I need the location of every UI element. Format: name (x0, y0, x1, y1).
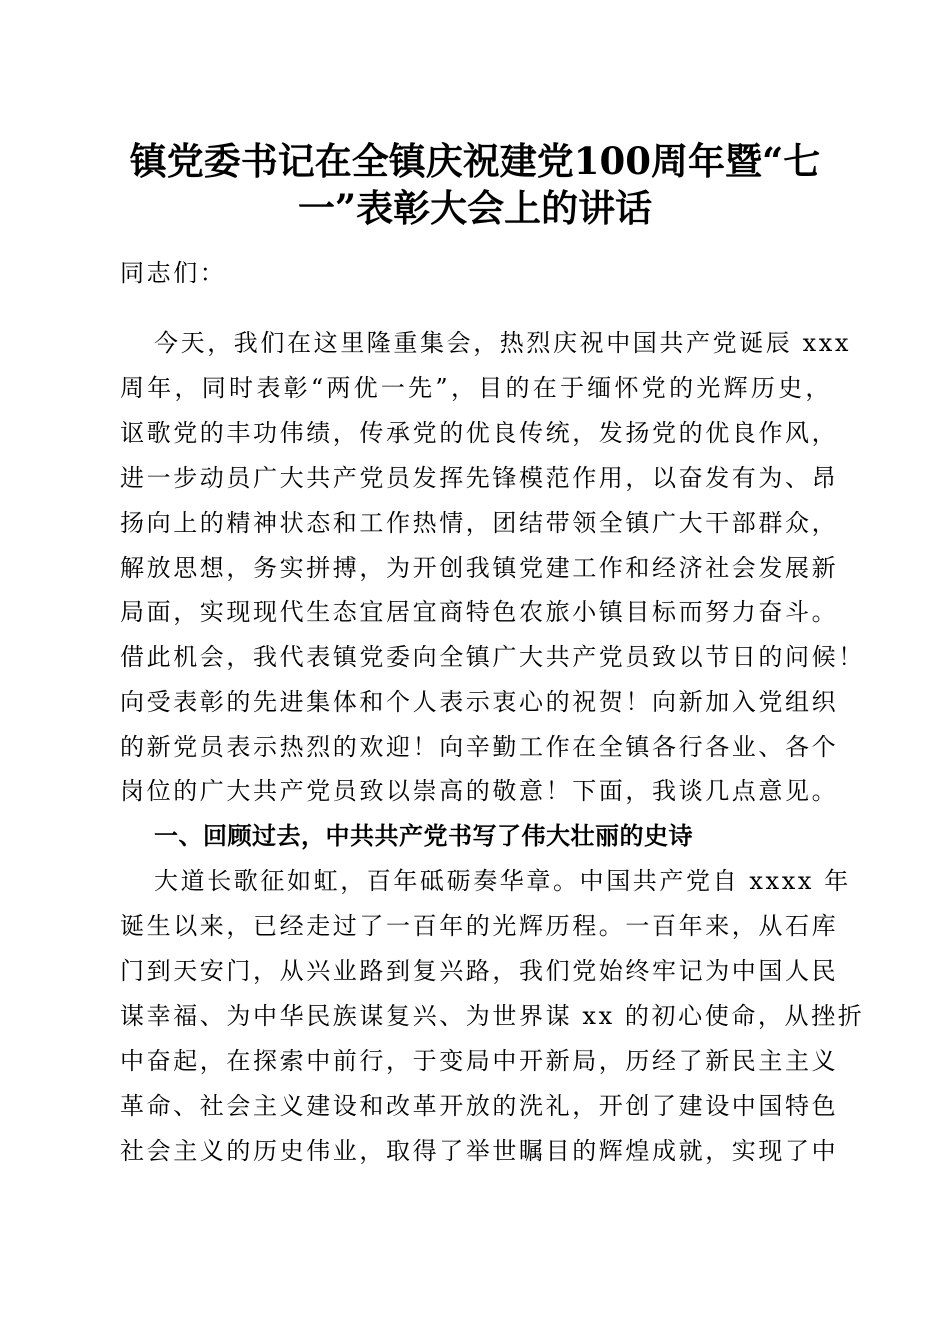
paragraph-1-line: 进一步动员广大共产党员发挥先锋模范作用，以奋发有为、昂 (120, 464, 839, 492)
paragraph-2-line: 诞生以来，已经走过了一百年的光辉历程。一百年来，从石库 (120, 912, 839, 940)
paragraph-1-line: 的新党员表示热烈的欢迎！向辛勤工作在全镇各行各业、各个 (120, 733, 839, 761)
paragraph-2-line: 中奋起，在探索中前行，于变局中开新局，历经了新民主主义 (120, 1047, 839, 1075)
document-title-line-2: 一”表彰大会上的讲话 (297, 186, 653, 230)
paragraph-2-line: 社会主义的历史伟业，取得了举世瞩目的辉煌成就，实现了中 (120, 1137, 839, 1165)
paragraph-1-line: 扬向上的精神状态和工作热情，团结带领全镇广大干部群众， (120, 509, 839, 537)
paragraph-1-line: 讴歌党的丰功伟绩，传承党的优良传统，发扬党的优良作风， (120, 419, 839, 447)
salutation: 同志们： (120, 259, 227, 287)
paragraph-1-line: 借此机会，我代表镇党委向全镇广大共产党员致以节日的问候！ (120, 643, 865, 671)
paragraph-2-line: 门到天安门，从兴业路到复兴路，我们党始终牢记为中国人民 (120, 957, 839, 985)
paragraph-1-line: 解放思想，务实拼搏，为开创我镇党建工作和经济社会发展新 (120, 554, 839, 582)
paragraph-1-line: 局面，实现现代生态宜居宜商特色农旅小镇目标而努力奋斗。 (120, 598, 839, 626)
document-title-line-1: 镇党委书记在全镇庆祝建党100周年暨“七 (129, 139, 821, 183)
paragraph-1-line: 向受表彰的先进集体和个人表示衷心的祝贺！向新加入党组织 (120, 688, 839, 716)
paragraph-2-line: 谋幸福、为中华民族谋复兴、为世界谋 xx 的初心使命，从挫折 (120, 1002, 865, 1030)
paragraph-2-line: 大道长歌征如虹，百年砥砺奏华章。中国共产党自 xxxx 年 (154, 867, 851, 895)
paragraph-1-line: 今天，我们在这里隆重集会，热烈庆祝中国共产党诞辰 xxx (154, 329, 852, 357)
section-heading-1: 一、回顾过去，中共共产党书写了伟大壮丽的史诗 (154, 822, 693, 850)
paragraph-1-line: 周年，同时表彰“两优一先”，目的在于缅怀党的光辉历史， (120, 374, 832, 402)
paragraph-1-line: 岗位的广大共产党员致以崇高的敬意！下面，我谈几点意见。 (120, 777, 839, 805)
paragraph-2-line: 革命、社会主义建设和改革开放的洗礼，开创了建设中国特色 (120, 1092, 839, 1120)
